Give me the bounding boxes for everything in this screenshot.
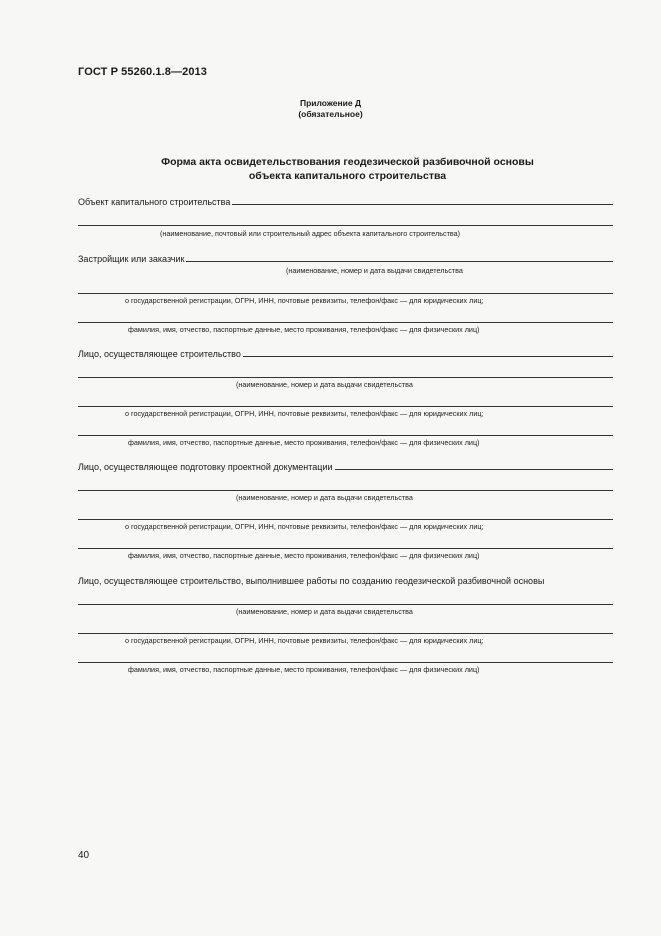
designer-label: Лицо, осуществляющее подготовку проектной документации bbox=[78, 462, 333, 472]
geodesy-line-3[interactable] bbox=[78, 633, 613, 634]
designer-caption-individual: фамилия, имя, отчество, паспортные данные, место проживания, телефон/факс — для физических лиц) bbox=[128, 551, 480, 560]
geodesy-field bbox=[78, 576, 613, 586]
builder-fill-line[interactable] bbox=[243, 356, 613, 357]
designer-field[interactable] bbox=[78, 462, 613, 472]
form-title-line-2: объекта капитального строительства bbox=[248, 170, 447, 182]
object-line-2[interactable] bbox=[78, 225, 613, 226]
developer-line-3[interactable] bbox=[78, 322, 613, 323]
developer-line-2[interactable] bbox=[78, 293, 613, 294]
designer-caption-certificate: (наименование, номер и дата выдачи свидетельства bbox=[236, 493, 413, 502]
designer-fill-line[interactable] bbox=[335, 469, 613, 470]
object-caption: (наименование, почтовый или строительный адрес объекта капитального строительства) bbox=[160, 229, 461, 238]
developer-caption-individual: фамилия, имя, отчество, паспортные данные, место проживания, телефон/факс — для физических лиц) bbox=[128, 325, 480, 334]
geodesy-caption-individual: фамилия, имя, отчество, паспортные данные, место проживания, телефон/факс — для физических лиц) bbox=[128, 665, 480, 674]
standard-header: ГОСТ Р 55260.1.8—2013 bbox=[78, 66, 207, 78]
builder-line-3[interactable] bbox=[78, 406, 613, 407]
appendix-title: Приложение Д bbox=[299, 98, 362, 108]
designer-line-3[interactable] bbox=[78, 519, 613, 520]
form-title-line-1: Форма акта освидетельствования геодезической разбивочной основы bbox=[161, 156, 534, 168]
geodesy-caption-legal: о государственной регистрации, ОГРН, ИНН, почтовые реквизиты, телефон/факс — для юридических лиц; bbox=[125, 636, 484, 645]
builder-caption-individual: фамилия, имя, отчество, паспортные данные, место проживания, телефон/факс — для физических лиц) bbox=[128, 438, 480, 447]
geodesy-caption-certificate: (наименование, номер и дата выдачи свидетельства bbox=[236, 607, 413, 616]
geodesy-label: Лицо, осуществляющее строительство, выполнившее работы по созданию геодезической разбивочной основы bbox=[78, 576, 545, 586]
builder-line-2[interactable] bbox=[78, 377, 613, 378]
builder-label: Лицо, осуществляющее строительство bbox=[78, 349, 241, 359]
object-field[interactable] bbox=[78, 197, 613, 207]
builder-caption-certificate: (наименование, номер и дата выдачи свидетельства bbox=[236, 380, 413, 389]
builder-line-4[interactable] bbox=[78, 435, 613, 436]
designer-line-2[interactable] bbox=[78, 490, 613, 491]
object-fill-line[interactable] bbox=[232, 204, 613, 205]
developer-field[interactable] bbox=[78, 254, 613, 264]
geodesy-line-2[interactable] bbox=[78, 604, 613, 605]
appendix-status: (обязательное) bbox=[298, 109, 363, 119]
geodesy-line-4[interactable] bbox=[78, 662, 613, 663]
builder-caption-legal: о государственной регистрации, ОГРН, ИНН, почтовые реквизиты, телефон/факс — для юридических лиц; bbox=[125, 409, 484, 418]
designer-caption-legal: о государственной регистрации, ОГРН, ИНН, почтовые реквизиты, телефон/факс — для юридических лиц; bbox=[125, 522, 484, 531]
developer-fill-line[interactable] bbox=[186, 261, 613, 262]
developer-caption-certificate: (наименование, номер и дата выдачи свидетельства bbox=[286, 266, 463, 275]
developer-caption-legal: о государственной регистрации, ОГРН, ИНН, почтовые реквизиты, телефон/факс — для юридических лиц; bbox=[125, 296, 484, 305]
builder-field[interactable] bbox=[78, 349, 613, 359]
developer-label: Застройщик или заказчик bbox=[78, 254, 185, 264]
object-label: Объект капитального строительства bbox=[78, 197, 231, 207]
designer-line-4[interactable] bbox=[78, 548, 613, 549]
page-number: 40 bbox=[78, 850, 90, 861]
